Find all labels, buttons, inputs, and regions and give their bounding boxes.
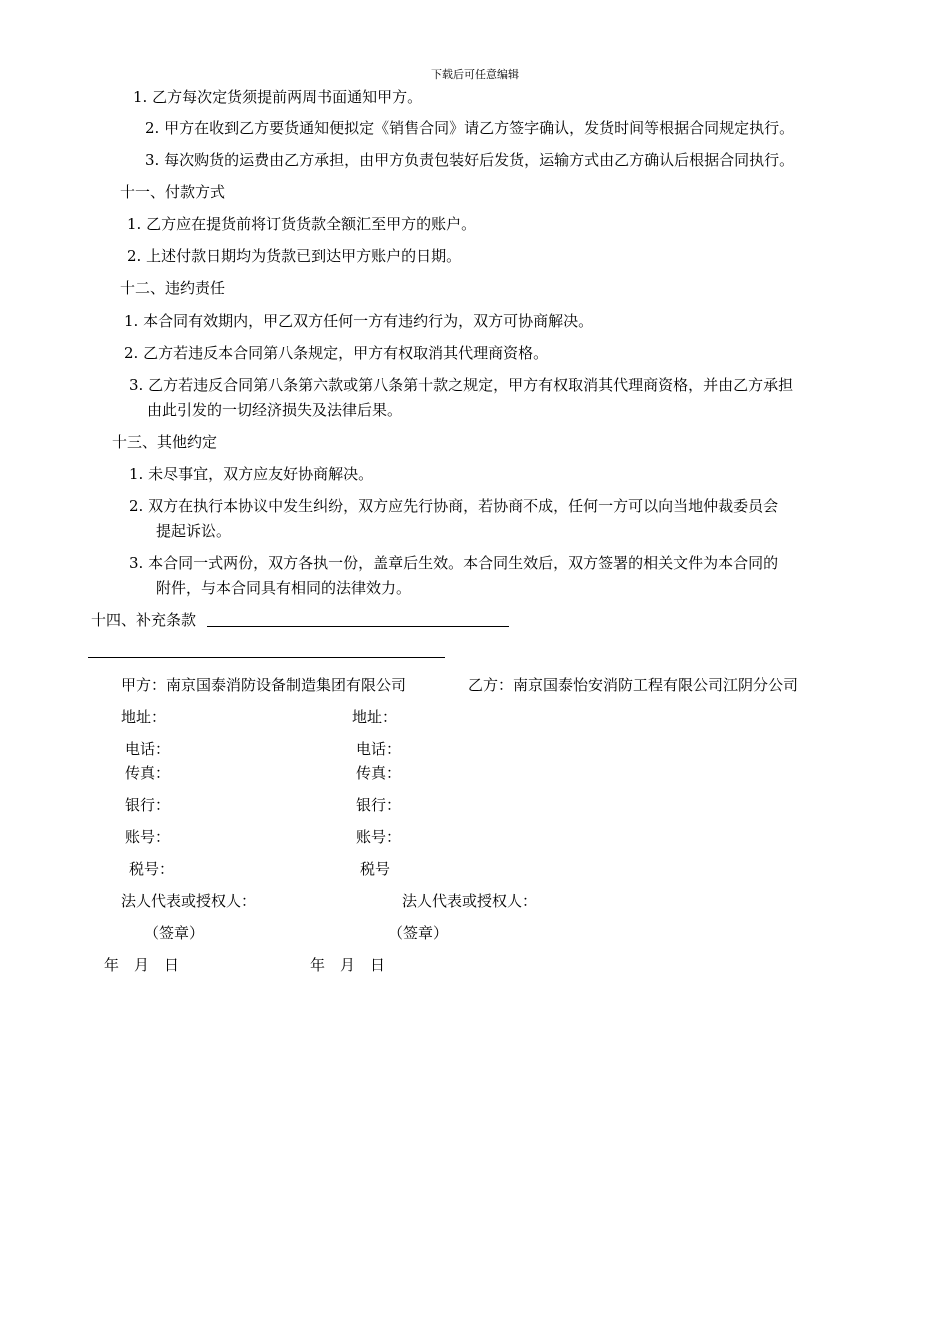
section-11-heading: 十一、付款方式: [120, 183, 226, 201]
clause-number: 1.: [133, 88, 148, 106]
clause-13-2-continued: 提起诉讼。: [156, 522, 232, 540]
supplement-blank-line-1: [207, 626, 509, 627]
party-a-address-label: 地址：: [121, 708, 167, 726]
clause-12-3-continued: 由此引发的一切经济损失及法律后果。: [147, 401, 403, 419]
section-14-heading: 十四、补充条款: [91, 611, 197, 629]
section-12-heading: 十二、违约责任: [120, 279, 226, 297]
clause-number: 1.: [124, 312, 139, 330]
clause-13-1: [129, 465, 373, 483]
clause-13-3-continued: 附件，与本合同具有相同的法律效力。: [156, 579, 412, 597]
clause-number: 3.: [145, 151, 160, 169]
party-b-date-label: 年 月 日: [310, 956, 386, 974]
party-b-fax-label: 传真：: [356, 764, 402, 782]
clause-11-1: [127, 215, 476, 233]
clause-number: 1.: [127, 215, 142, 233]
clause-text: 乙方应在提货前将订货货款全额汇至甲方的账户。: [146, 215, 477, 233]
clause-text: 甲方在收到乙方要货通知便拟定《销售合同》请乙方签字确认，发货时间等根据合同规定执行。: [164, 119, 795, 137]
clause-text: 每次购货的运费由乙方承担，由甲方负责包装好后发货，运输方式由乙方确认后根据合同执行。: [164, 151, 795, 169]
clause-number: 1.: [129, 465, 144, 483]
party-a-bank-label: 银行：: [125, 796, 171, 814]
party-b-seal-label: （签章）: [388, 924, 449, 942]
clause-12-3: [129, 376, 793, 394]
clause-text: 双方在执行本协议中发生纠纷，双方应先行协商，若协商不成，任何一方可以向当地仲裁委员会: [148, 497, 779, 515]
party-b-account-label: 账号：: [356, 828, 402, 846]
party-b-representative-label: 法人代表或授权人：: [402, 892, 538, 910]
party-b-bank-label: 银行：: [356, 796, 402, 814]
clause-number: 3.: [129, 376, 144, 394]
party-b-tax-label: 税号: [360, 860, 391, 878]
party-a-account-label: 账号：: [125, 828, 171, 846]
page-header: 下载后可任意编辑: [431, 68, 519, 81]
party-b-phone-label: 电话：: [356, 740, 402, 758]
clause-text: 未尽事宜，双方应友好协商解决。: [148, 465, 374, 483]
clause-number: 2.: [145, 119, 160, 137]
party-a-fax-label: 传真：: [125, 764, 171, 782]
clause-text: 本合同一式两份，双方各执一份，盖章后生效。本合同生效后，双方签署的相关文件为本合同的: [148, 554, 779, 572]
clause-12-1: [124, 312, 593, 330]
party-a-representative-label: 法人代表或授权人：: [121, 892, 257, 910]
clause-13-2: [129, 497, 778, 515]
clause-text: 上述付款日期均为货款已到达甲方账户的日期。: [146, 247, 462, 265]
clause-10-3: [145, 151, 794, 169]
section-13-heading: 十三、其他约定: [112, 433, 218, 451]
party-a-name: 甲方：南京国泰消防设备制造集团有限公司: [121, 676, 407, 694]
clause-text: 乙方若违反本合同第八条规定，甲方有权取消其代理商资格。: [143, 344, 549, 362]
clause-10-1: [133, 88, 422, 106]
clause-number: 2.: [127, 247, 142, 265]
clause-10-2: [145, 119, 794, 137]
clause-text: 乙方每次定货须提前两周书面通知甲方。: [152, 88, 423, 106]
supplement-blank-line-2: [88, 657, 445, 658]
party-a-tax-label: 税号：: [129, 860, 175, 878]
clause-text: 乙方若违反合同第八条第六款或第八条第十款之规定，甲方有权取消其代理商资格，并由乙方承担: [148, 376, 794, 394]
party-a-seal-label: （签章）: [144, 924, 205, 942]
clause-11-2: [127, 247, 461, 265]
party-a-date-label: 年 月 日: [104, 956, 180, 974]
clause-13-3: [129, 554, 778, 572]
party-a-phone-label: 电话：: [125, 740, 171, 758]
clause-number: 3.: [129, 554, 144, 572]
party-b-address-label: 地址：: [352, 708, 398, 726]
clause-text: 本合同有效期内，甲乙双方任何一方有违约行为，双方可协商解决。: [143, 312, 594, 330]
clause-number: 2.: [124, 344, 139, 362]
clause-12-2: [124, 344, 548, 362]
clause-number: 2.: [129, 497, 144, 515]
party-b-name: 乙方：南京国泰怡安消防工程有限公司江阴分公司: [468, 676, 799, 694]
